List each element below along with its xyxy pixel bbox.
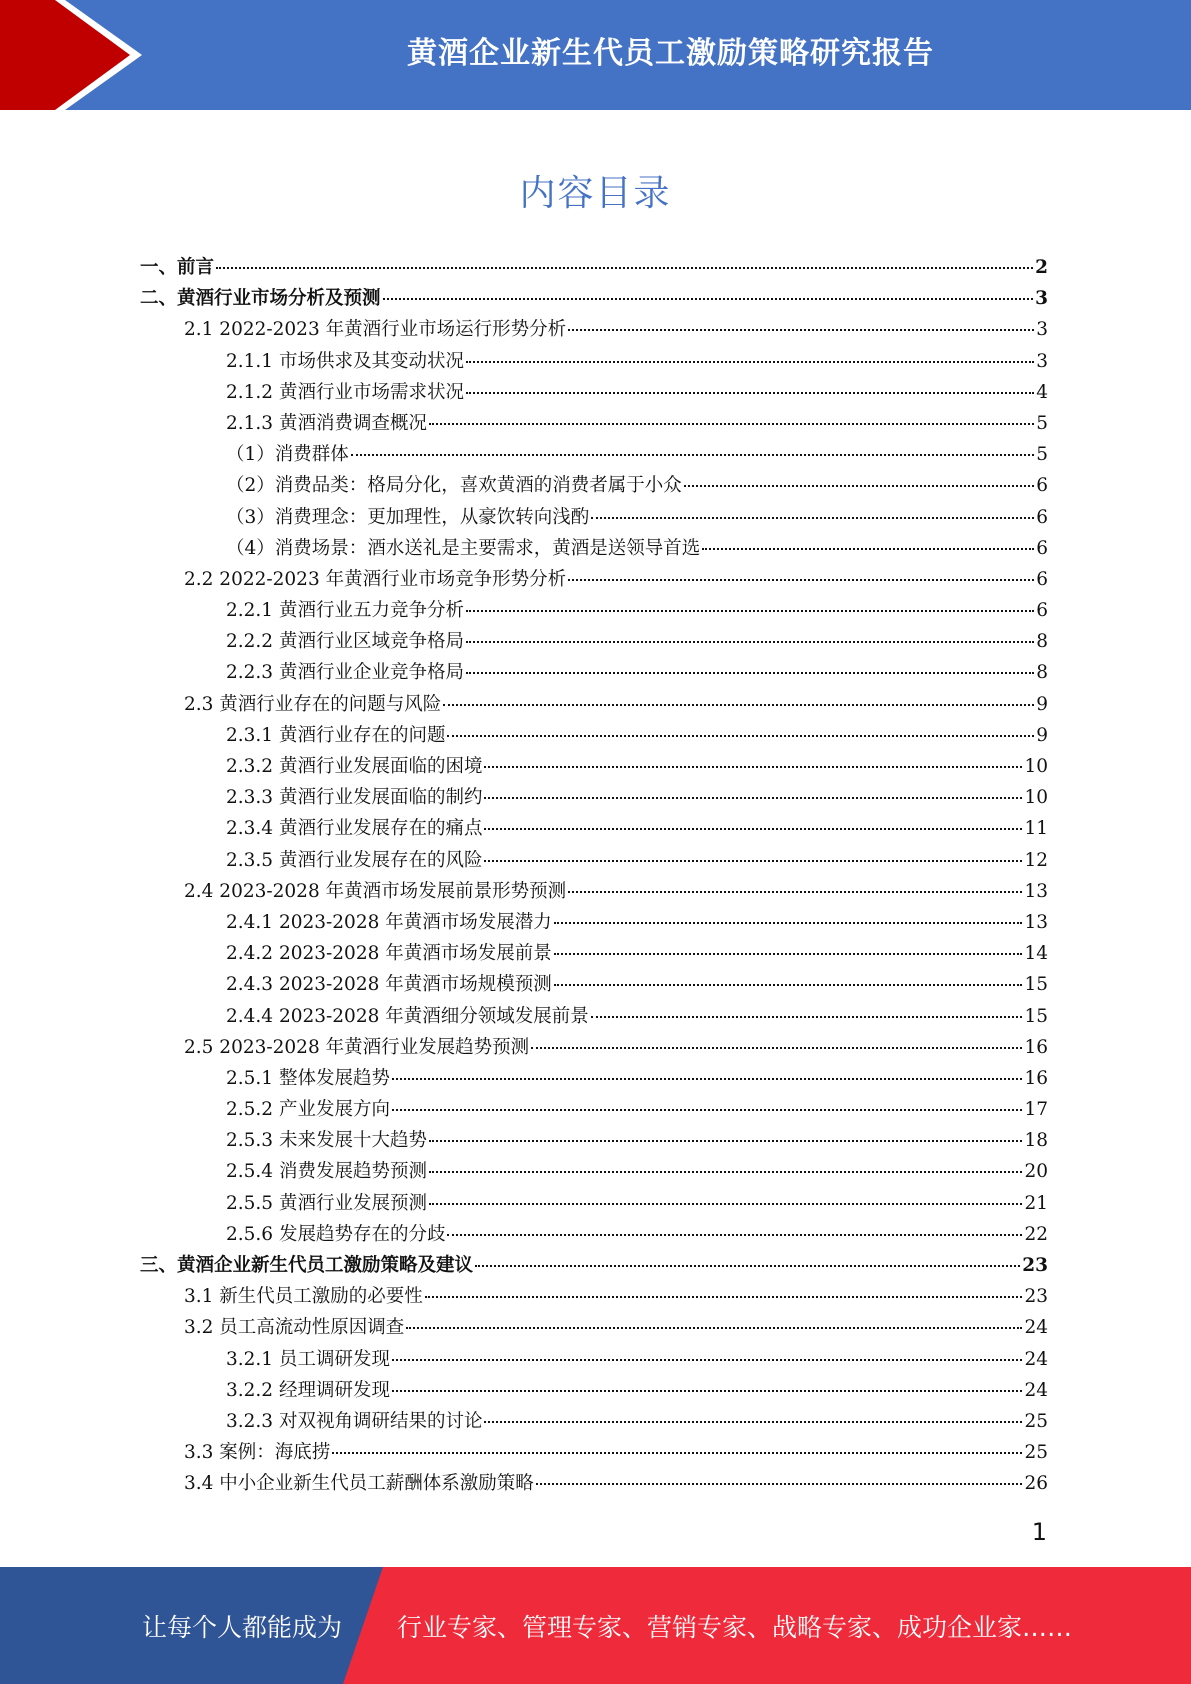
toc-entry[interactable] (140, 378, 1048, 409)
toc-entry[interactable] (140, 658, 1048, 689)
toc-entry-page: 22 (1024, 1223, 1048, 1245)
toc-entry[interactable] (140, 1220, 1048, 1251)
toc-entry[interactable] (140, 783, 1048, 814)
toc-entry[interactable] (140, 1126, 1048, 1157)
toc-entry-page: 3 (1036, 319, 1048, 341)
toc-entry-page: 5 (1036, 412, 1048, 434)
toc-dot-leader (568, 329, 1034, 331)
toc-entry-page: 11 (1024, 818, 1048, 840)
toc-entry-title: 2.5.6 发展趋势存在的分歧 (226, 1223, 446, 1245)
toc-entry-page: 2 (1035, 257, 1048, 278)
toc-dot-leader (332, 1452, 1022, 1454)
toc-dot-leader (351, 454, 1034, 456)
toc-entry[interactable] (140, 440, 1048, 471)
toc-entry-title: 2.4.4 2023-2028 年黄酒细分领域发展前景 (226, 1005, 589, 1027)
toc-dot-leader (484, 828, 1022, 830)
toc-entry-title: （2）消费品类：格局分化，喜欢黄酒的消费者属于小众 (226, 475, 682, 497)
toc-entry-page: 13 (1024, 911, 1048, 933)
toc-dot-leader (484, 1421, 1022, 1423)
toc-entry-page: 23 (1024, 1286, 1048, 1308)
toc-entry-title: 2.4.2 2023-2028 年黄酒市场发展前景 (226, 943, 552, 965)
toc-entry[interactable] (140, 1064, 1048, 1095)
toc-entry-title: 2.1 2022-2023 年黄酒行业市场运行形势分析 (184, 319, 567, 341)
toc-entry-page: 13 (1024, 880, 1048, 902)
toc-entry[interactable] (140, 1251, 1048, 1282)
toc-entry[interactable] (140, 1469, 1048, 1500)
toc-entry[interactable] (140, 1407, 1048, 1438)
toc-entry-page: 14 (1024, 943, 1048, 965)
toc-dot-leader (484, 766, 1022, 768)
toc-entry-page: 18 (1024, 1130, 1048, 1152)
toc-entry-title: 2.1.1 市场供求及其变动状况 (226, 350, 464, 372)
toc-dot-leader (406, 1327, 1022, 1329)
toc-dot-leader (392, 1078, 1022, 1080)
toc-entry-title: 2.5.1 整体发展趋势 (226, 1067, 390, 1089)
header-band (0, 0, 1191, 110)
toc-dot-leader (531, 1047, 1022, 1049)
toc-entry[interactable] (140, 1157, 1048, 1188)
toc-entry-title: 2.3.2 黄酒行业发展面临的困境 (226, 756, 483, 777)
toc-entry[interactable] (140, 409, 1048, 440)
toc-entry[interactable] (140, 908, 1048, 939)
toc-entry-title: 2.3.1 黄酒行业存在的问题 (226, 724, 446, 746)
toc-entry-title: 2.2.2 黄酒行业区域竞争格局 (226, 631, 464, 653)
toc-dot-leader (429, 1203, 1022, 1205)
toc-entry-title: 2.2 2022-2023 年黄酒行业市场竞争形势分析 (184, 568, 567, 590)
toc-entry-title: 2.5.3 未来发展十大趋势 (226, 1130, 427, 1152)
toc-entry-page: 8 (1036, 662, 1048, 684)
toc-entry-title: 2.4.3 2023-2028 年黄酒市场规模预测 (226, 974, 552, 996)
toc-entry-page: 15 (1024, 1005, 1048, 1027)
toc-entry-page: 9 (1036, 724, 1048, 746)
toc-entry-title: 2.3.4 黄酒行业发展存在的痛点 (226, 818, 483, 840)
toc-dot-leader (383, 298, 1034, 300)
toc-entry[interactable] (140, 284, 1048, 315)
toc-entry[interactable] (140, 690, 1048, 721)
toc-dot-leader (466, 610, 1034, 612)
toc-entry-page: 16 (1024, 1067, 1048, 1089)
toc-entry[interactable] (140, 1282, 1048, 1313)
toc-entry[interactable] (140, 596, 1048, 627)
toc-dot-leader (591, 1016, 1023, 1018)
toc-entry[interactable] (140, 1345, 1048, 1376)
toc-entry-page: 25 (1024, 1442, 1048, 1464)
toc-entry-title: （4）消费场景：酒水送礼是主要需求，黄酒是送领导首选 (226, 537, 701, 559)
toc-entry-page: 4 (1036, 381, 1048, 403)
toc-entry-title: 一、前言 (140, 257, 215, 278)
toc-entry-page: 5 (1036, 444, 1048, 466)
toc-entry[interactable] (140, 565, 1048, 596)
toc-dot-leader (429, 423, 1034, 425)
toc-entry[interactable] (140, 347, 1048, 378)
footer-slogan-left: 让每个人都能成为 (142, 1612, 343, 1642)
toc-entry-page: 26 (1024, 1473, 1048, 1495)
toc-entry-title: 3.2 员工高流动性原因调查 (184, 1317, 405, 1339)
toc-dot-leader (568, 891, 1022, 893)
toc-entry-title: 3.1 新生代员工激励的必要性 (184, 1286, 423, 1308)
toc-entry-title: 2.3 黄酒行业存在的问题与风险 (184, 693, 442, 715)
toc-entry-page: 10 (1024, 787, 1048, 809)
toc-entry-page: 16 (1024, 1036, 1048, 1058)
toc-entry[interactable] (140, 846, 1048, 877)
toc-dot-leader (554, 953, 1023, 955)
toc-entry-page: 17 (1024, 1099, 1048, 1121)
toc-entry[interactable] (140, 1438, 1048, 1469)
toc-dot-leader (466, 672, 1034, 674)
toc-entry[interactable] (140, 471, 1048, 502)
toc-entry[interactable] (140, 1313, 1048, 1344)
toc-entry[interactable] (140, 721, 1048, 752)
toc-entry-page: 3 (1036, 350, 1048, 372)
footer-band (0, 1567, 1191, 1684)
toc-dot-leader (447, 1234, 1022, 1236)
toc-entry-title: 三、黄酒企业新生代员工激励策略及建议 (140, 1255, 474, 1276)
toc-dot-leader (466, 361, 1034, 363)
toc-entry-page: 20 (1024, 1161, 1048, 1183)
toc-entry[interactable] (140, 315, 1048, 346)
toc-entry-title: （3）消费理念：更加理性，从豪饮转向浅酌 (226, 506, 590, 528)
toc-entry-page: 6 (1036, 506, 1048, 528)
toc-entry[interactable] (140, 970, 1048, 1001)
toc-entry-title: 3.2.2 经理调研发现 (226, 1379, 390, 1401)
toc-dot-leader (429, 1140, 1022, 1142)
toc-entry-page: 23 (1022, 1255, 1048, 1276)
header-arrow-decoration (0, 0, 160, 110)
toc-entry-title: 3.3 案例：海底捞 (184, 1442, 331, 1464)
toc-entry-page: 24 (1024, 1317, 1048, 1339)
toc-heading: 内容目录 (519, 173, 672, 214)
toc-entry-page: 6 (1036, 568, 1048, 590)
toc-dot-leader (466, 392, 1034, 394)
toc-dot-leader (392, 1390, 1022, 1392)
toc-entry-page: 15 (1024, 974, 1048, 996)
toc-entry-page: 12 (1024, 849, 1048, 871)
toc-entry[interactable] (140, 503, 1048, 534)
toc-entry[interactable] (140, 534, 1048, 565)
toc-entry-title: 2.1.3 黄酒消费调查概况 (226, 412, 427, 434)
toc-entry-title: 2.2.1 黄酒行业五力竞争分析 (226, 600, 464, 622)
toc-dot-leader (484, 797, 1022, 799)
toc-dot-leader (425, 1296, 1023, 1298)
toc-entry[interactable] (140, 877, 1048, 908)
toc-entry-title: 2.5.2 产业发展方向 (226, 1099, 390, 1121)
toc-entry[interactable] (140, 1376, 1048, 1407)
toc-entry[interactable] (140, 814, 1048, 845)
toc-entry-page: 6 (1036, 537, 1048, 559)
toc-entry-title: 2.1.2 黄酒行业市场需求状况 (226, 381, 464, 403)
toc-entry-title: （1）消费群体 (226, 444, 349, 466)
toc-dot-leader (554, 922, 1023, 924)
toc-dot-leader (475, 1265, 1020, 1267)
toc-entry[interactable] (140, 1189, 1048, 1220)
page-number: 1 (1031, 1518, 1047, 1546)
toc-entry-title: 2.3.3 黄酒行业发展面临的制约 (226, 787, 483, 809)
toc-entry-title: 2.5.4 消费发展趋势预测 (226, 1161, 427, 1183)
toc-entry-title: 2.3.5 黄酒行业发展存在的风险 (226, 849, 483, 871)
table-of-contents (140, 253, 1048, 1501)
toc-entry-page: 10 (1024, 756, 1048, 777)
report-title: 黄酒企业新生代员工激励策略研究报告 (407, 36, 934, 71)
toc-entry-page: 24 (1024, 1348, 1048, 1370)
toc-entry[interactable] (140, 939, 1048, 970)
toc-entry-page: 9 (1036, 693, 1048, 715)
toc-entry[interactable] (140, 253, 1048, 284)
toc-entry-title: 3.2.1 员工调研发现 (226, 1348, 390, 1370)
toc-dot-leader (554, 984, 1023, 986)
toc-entry[interactable] (140, 627, 1048, 658)
toc-entry-page: 25 (1024, 1410, 1048, 1432)
toc-entry-page: 21 (1024, 1192, 1048, 1214)
toc-entry-title: 二、黄酒行业市场分析及预测 (140, 288, 381, 310)
toc-dot-leader (447, 735, 1034, 737)
toc-dot-leader (216, 267, 1033, 269)
footer-slogan-right: 行业专家、管理专家、营销专家、战略专家、成功企业家…… (397, 1612, 1073, 1642)
toc-dot-leader (429, 1171, 1022, 1173)
toc-entry-page: 24 (1024, 1379, 1048, 1401)
toc-entry[interactable] (140, 752, 1048, 783)
toc-entry[interactable] (140, 1033, 1048, 1064)
toc-entry-title: 2.2.3 黄酒行业企业竞争格局 (226, 662, 464, 684)
toc-entry-title: 2.4 2023-2028 年黄酒市场发展前景形势预测 (184, 880, 567, 902)
toc-dot-leader (392, 1109, 1022, 1111)
toc-dot-leader (443, 704, 1034, 706)
toc-entry-page: 6 (1036, 600, 1048, 622)
toc-entry-page: 8 (1036, 631, 1048, 653)
toc-dot-leader (684, 485, 1034, 487)
toc-dot-leader (702, 548, 1034, 550)
toc-dot-leader (536, 1483, 1023, 1485)
toc-entry-title: 2.5.5 黄酒行业发展预测 (226, 1192, 427, 1214)
toc-dot-leader (466, 641, 1034, 643)
toc-entry[interactable] (140, 1002, 1048, 1033)
toc-dot-leader (484, 860, 1022, 862)
toc-dot-leader (591, 517, 1034, 519)
toc-entry-page: 6 (1036, 475, 1048, 497)
toc-entry-title: 3.2.3 对双视角调研结果的讨论 (226, 1410, 483, 1432)
toc-entry[interactable] (140, 1095, 1048, 1126)
toc-entry-page: 3 (1035, 288, 1048, 310)
toc-entry-title: 2.4.1 2023-2028 年黄酒市场发展潜力 (226, 911, 552, 933)
toc-entry-title: 3.4 中小企业新生代员工薪酬体系激励策略 (184, 1473, 534, 1495)
toc-dot-leader (392, 1359, 1022, 1361)
toc-dot-leader (568, 579, 1034, 581)
toc-entry-title: 2.5 2023-2028 年黄酒行业发展趋势预测 (184, 1036, 530, 1058)
